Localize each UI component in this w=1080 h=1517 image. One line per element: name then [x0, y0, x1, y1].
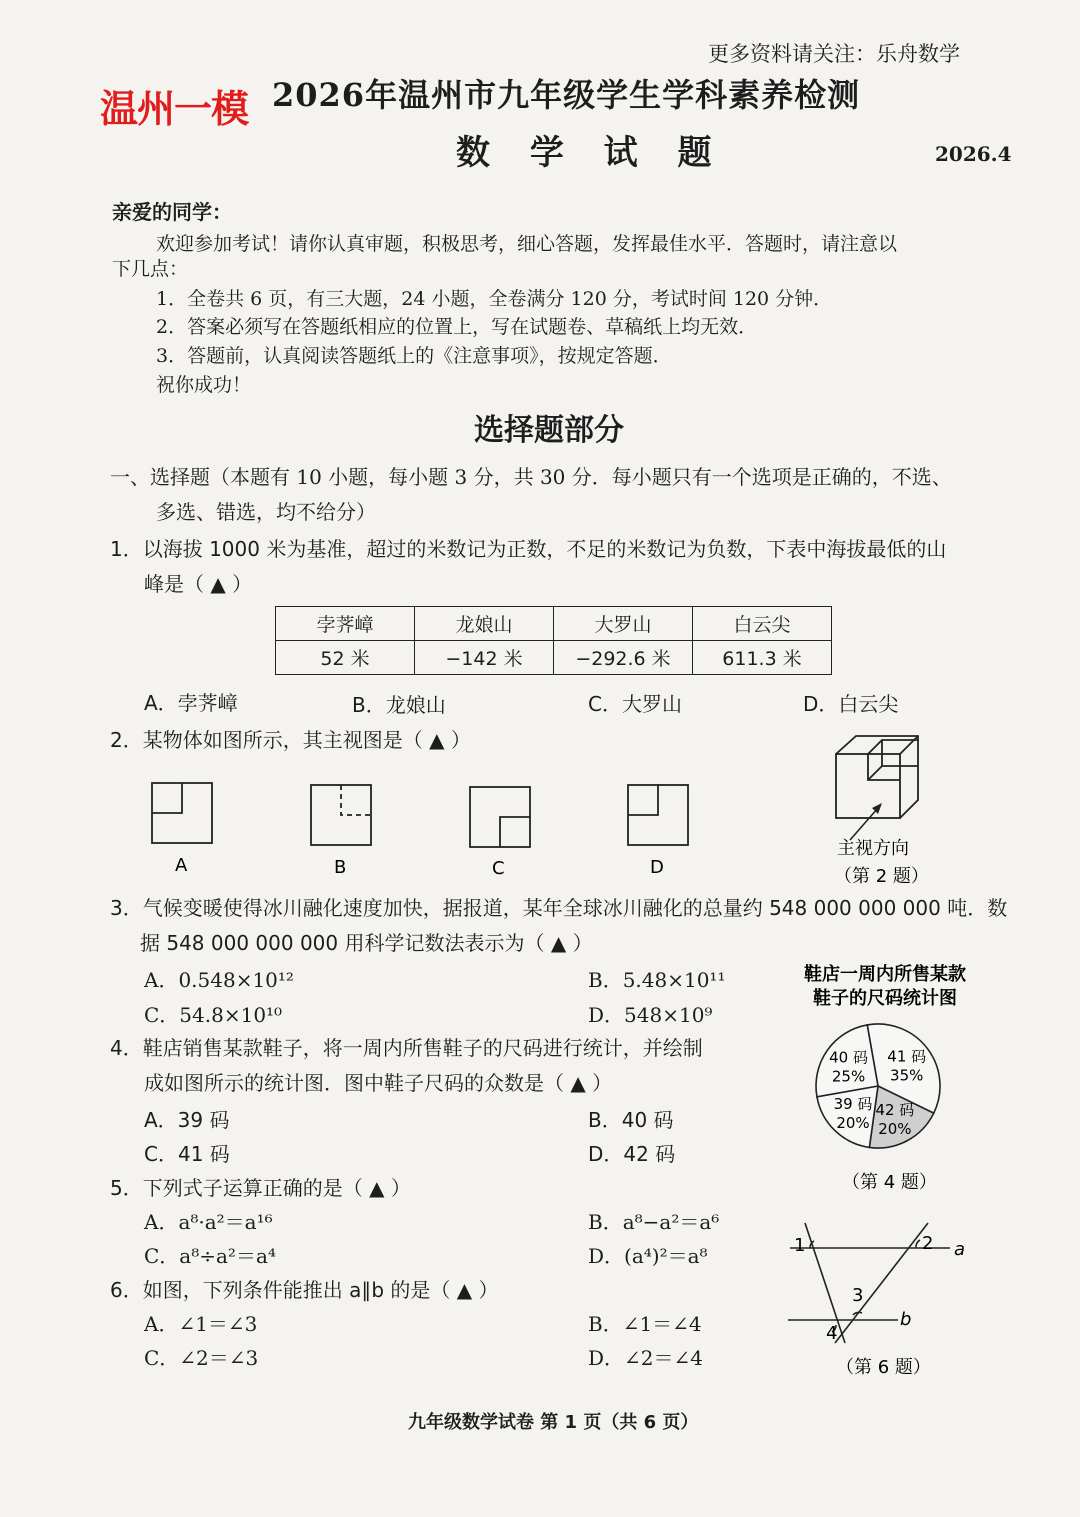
view-option-c[interactable] [470, 787, 530, 847]
question-2: 2．某物体如图所示，其主视图是（ ▲ ） [110, 728, 471, 752]
option-b[interactable]: B．龙娘山 [352, 693, 446, 717]
option-d[interactable]: D．∠2＝∠4 [588, 1346, 703, 1370]
option-c[interactable]: C．41 码 [144, 1142, 230, 1166]
question-4: 4．鞋店销售某款鞋子，将一周内所售鞋子的尺码进行统计，并绘制 [110, 1036, 703, 1060]
altitude-table [275, 606, 832, 675]
option-b[interactable]: B．5.48×10¹¹ [588, 968, 726, 992]
q6-parallel-lines-figure [780, 1215, 980, 1385]
view-label-b: B [334, 857, 347, 878]
table-header: 孛荠嶂 [276, 607, 415, 641]
angle-label-1: 1 [794, 1235, 806, 1256]
exam-note: 3．答题前，认真阅读答题纸上的《注意事项》，按规定答题． [156, 345, 672, 367]
table-header: 龙娘山 [415, 607, 554, 641]
pie-slice-category: 40 码 [829, 1048, 868, 1067]
option-b[interactable]: B．40 码 [588, 1108, 674, 1132]
exam-date: 2026.4 [935, 142, 1012, 166]
view-options-figure [140, 775, 720, 885]
section-title: 选择题部分 [474, 413, 624, 448]
table-row [276, 641, 832, 675]
table-cell: 611.3 米 [693, 641, 832, 675]
exam-subtitle: 数 学 试 题 [456, 133, 726, 173]
exam-note: 1．全卷共 6 页，有三大题，24 小题，全卷满分 120 分，考试时间 120 分钟． [156, 288, 833, 310]
option-d[interactable]: D．42 码 [588, 1142, 676, 1166]
line-label-a: a [954, 1239, 966, 1260]
angle-label-3: 3 [852, 1285, 864, 1306]
q2-cube-figure [820, 728, 940, 893]
q4-caption: （第 4 题） [842, 1172, 937, 1193]
question-4-cont: 成如图所示的统计图．图中鞋子尺码的众数是（ ▲ ） [144, 1071, 613, 1095]
shoe-size-pie-chart [790, 958, 980, 1198]
page-footer: 九年级数学试卷 第 1 页（共 6 页） [408, 1412, 699, 1433]
angle-label-2: 2 [922, 1233, 934, 1254]
pie-slice-value: 35% [890, 1066, 924, 1085]
chart-title-line: 鞋子的尺码统计图 [813, 988, 957, 1009]
pie-slice-category: 42 码 [875, 1100, 915, 1119]
question-1-cont: 峰是（ ▲ ） [144, 572, 253, 596]
table-header: 白云尖 [693, 607, 832, 641]
transversal-right [835, 1223, 928, 1343]
view-label-c: C [492, 858, 505, 879]
table-header: 大罗山 [554, 607, 693, 641]
pie-slice-category: 39 码 [833, 1094, 873, 1113]
exam-stamp: 温州一模 [100, 87, 249, 131]
option-a[interactable]: A．孛荠嶂 [144, 691, 238, 715]
table-row [276, 607, 832, 641]
option-d[interactable]: D．白云尖 [803, 692, 899, 716]
option-a[interactable]: A．39 码 [144, 1108, 230, 1132]
greeting: 亲爱的同学： [112, 200, 232, 224]
exam-note: 2．答案必须写在答题纸相应的位置上，写在试题卷、草稿纸上均无效． [156, 316, 758, 338]
option-b[interactable]: B．a⁸−a²＝a⁶ [588, 1210, 720, 1234]
option-b[interactable]: B．∠1＝∠4 [588, 1312, 702, 1336]
option-c[interactable]: C．∠2＝∠3 [144, 1346, 259, 1370]
exam-title: 2026年温州市九年级学生学科素养检测 [272, 76, 861, 114]
closing: 祝你成功！ [156, 374, 252, 396]
option-a[interactable]: A．a⁸·a²＝a¹⁶ [144, 1210, 273, 1234]
intro-line: 下几点： [112, 258, 189, 280]
view-option-b[interactable] [311, 785, 371, 845]
table-cell: −142 米 [415, 641, 554, 675]
question-5: 5．下列式子运算正确的是（ ▲ ） [110, 1176, 411, 1200]
question-3-cont: 据 548 000 000 000 用科学记数法表示为（ ▲ ） [140, 931, 593, 955]
pie-slice-category: 41 码 [887, 1047, 927, 1066]
option-c[interactable]: C．54.8×10¹⁰ [144, 1003, 283, 1027]
pie-slice-value: 25% [831, 1067, 866, 1086]
question-3: 3．气候变暖使得冰川融化速度加快，据报道，某年全球冰川融化的总量约 548 000 000 000 吨．数 [110, 896, 1008, 920]
option-a[interactable]: A．∠1＝∠3 [144, 1312, 258, 1336]
table-cell: −292.6 米 [554, 641, 693, 675]
pie-slice-value: 20% [836, 1113, 870, 1132]
option-d[interactable]: D．(a⁴)²＝a⁸ [588, 1244, 708, 1268]
transversal-left [805, 1223, 845, 1343]
question-6: 6．如图，下列条件能推出 a∥b 的是（ ▲ ） [110, 1278, 499, 1302]
pie-slice-value: 20% [878, 1119, 912, 1138]
view-option-d[interactable] [628, 785, 688, 845]
view-label-d: D [650, 857, 664, 878]
direction-arrow-icon [850, 803, 882, 840]
option-d[interactable]: D．548×10⁹ [588, 1003, 713, 1027]
option-a[interactable]: A．0.548×10¹² [144, 968, 294, 992]
part-title: 多选、错选，均不给分） [156, 500, 376, 524]
q6-caption: （第 6 题） [836, 1357, 931, 1378]
line-label-b: b [900, 1309, 912, 1330]
q2-caption: （第 2 题） [834, 866, 929, 887]
intro-line: 欢迎参加考试！请你认真审题，积极思考，细心答题，发挥最佳水平．答题时，请注意以 [156, 233, 898, 255]
view-direction-label: 主视方向 [837, 838, 909, 859]
part-title: 一、选择题（本题有 10 小题，每小题 3 分，共 30 分．每小题只有一个选项是正确的，不选、 [110, 465, 952, 489]
option-c[interactable]: C．大罗山 [588, 692, 682, 716]
view-label-a: A [175, 855, 188, 876]
view-option-a[interactable] [152, 783, 212, 843]
chart-title-line: 鞋店一周内所售某款 [804, 964, 966, 985]
table-cell: 52 米 [276, 641, 415, 675]
header-note: 更多资料请关注：乐舟数学 [708, 42, 960, 66]
angle-label-4: 4 [826, 1323, 838, 1344]
option-c[interactable]: C．a⁸÷a²＝a⁴ [144, 1244, 276, 1268]
question-1: 1．以海拔 1000 米为基准，超过的米数记为正数，不足的米数记为负数，下表中海拔最低的山 [110, 537, 947, 561]
